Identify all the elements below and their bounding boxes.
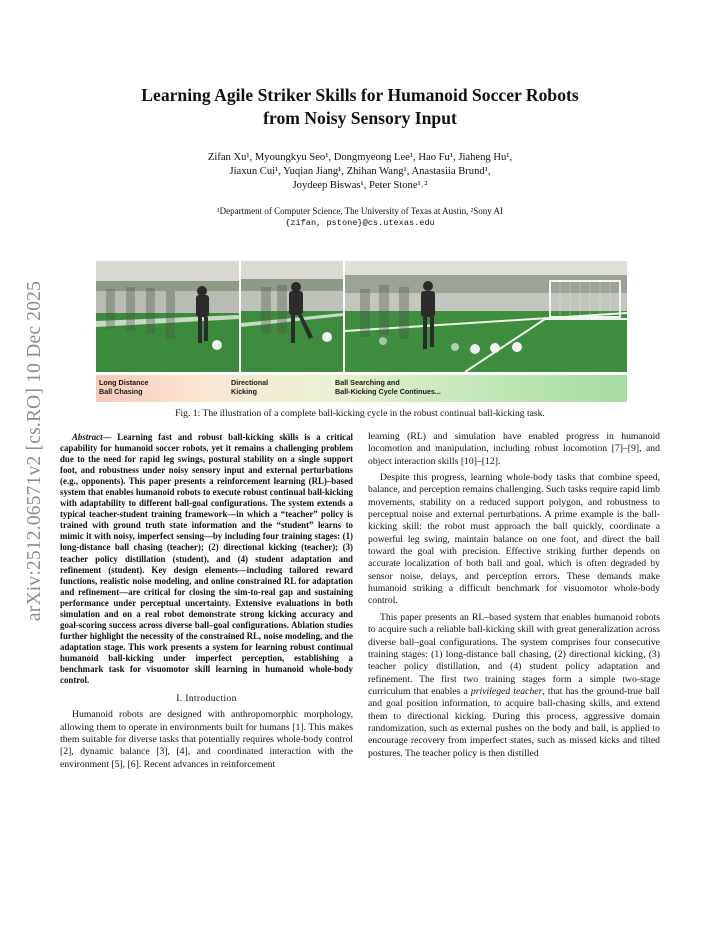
photo-ball-chasing [96, 261, 239, 372]
section-heading-introduction: I. Introduction [176, 693, 237, 705]
right-column [368, 431, 660, 760]
figure-photo-strip [96, 261, 627, 372]
intro-paragraph-1: Humanoid robots are designed with anthropomorphic morphology, allowing them to operate in environments built for humans [1]. This makes them suitable for diverse tasks that potentially requires whole-body control [2], dynamic balance [3], [4], and coordinated interaction with the environment [5], [6]. Recent advances in reinforcement [60, 709, 353, 770]
figure-caption: Fig. 1: The illustration of a complete ball-kicking cycle in the robust continual ball-kicking task. [175, 408, 545, 419]
authors-line-3: Joydeep Biswas¹, Peter Stone¹˒² [292, 180, 428, 191]
abstract-label: Abstract [72, 432, 103, 442]
intro-paragraph-continued: learning (RL) and simulation have enabled progress in humanoid locomotion and manipulation, including robust locomotion [7]–[9], and object interaction skills [10]–[12]. [368, 431, 660, 467]
affiliation: ¹Department of Computer Science, The University of Texas at Austin, ²Sony AI [216, 206, 504, 216]
photo-ball-searching-image [345, 261, 627, 372]
authors-line-2: Jiaxun Cui¹, Yuqian Jiang¹, Zhihan Wang¹, Anastasiia Brund¹, [229, 166, 491, 177]
author-list [60, 151, 660, 193]
affiliation-block [60, 205, 660, 229]
stage-label-directional-kicking: Directional Kicking [231, 378, 269, 396]
title-line-1: Learning Agile Striker Skills for Humanoid Soccer Robots [141, 85, 579, 105]
photo-directional-kicking-image [241, 261, 343, 372]
paper-title [60, 84, 660, 130]
training-stage-bar [96, 375, 627, 402]
photo-ball-searching [345, 261, 627, 372]
intro-paragraph-3: This paper presents an RL–based system that enables humanoid robots to acquire such a reliable ball-kicking skill with great generalization across diverse ball–goal configurations. The system comprises four consecutive training stages: (1) long-distance ball chasing, (2) directional kicking, (3) teacher policy distillation, and (4) student policy adaptation and refinement. The first two training stages form a simple two-stage curriculum that enables a privileged teacher, that has the ground-true ball and goal position information, to acquire ball-chasing skills, and extend them to directional kicking. During this process, aggressive domain randomization, such as external pushes on the body and ball, is applied to encourage recovery from imperfect states, such as missed kicks and tilted postures. The teacher policy is then distilled [368, 611, 660, 759]
arxiv-id-text: arXiv:2512.06571v2 [cs.RO] 10 Dec 2025 [24, 280, 46, 621]
figure-1 [96, 261, 627, 402]
arxiv-identifier [20, 258, 50, 643]
author-email: {zifan, pstone}@cs.utexas.edu [285, 218, 435, 228]
stage-label-ball-chasing: Long Distance Ball Chasing [99, 378, 149, 396]
abstract-paragraph [60, 432, 353, 686]
emphasis-privileged-teacher: privileged teacher [470, 685, 543, 697]
intro-paragraph-2: Despite this progress, learning whole-body tasks that combine speed, balance, and perception remains challenging. Such tasks require rapid limb movements, stability on a reduced support polygon, and robustness to perceptual noise and external perturbations. A prime example is the ball-kicking skill: the robot must approach the ball quickly, coordinate a powerful leg swing, maintain balance on one foot, and direct the ball toward the goal with precision. Effective striking further depends on accurate localization of both ball and goal, which is often degraded by sensor noise, delays, and perception errors. These demands make humanoid striking a difficult benchmark for visuomotor whole-body control. [368, 472, 660, 607]
left-column [60, 432, 353, 771]
stage-label-ball-searching: Ball Searching and Ball-Kicking Cycle Continues... [335, 378, 441, 396]
photo-directional-kicking [241, 261, 343, 372]
authors-line-1: Zifan Xu¹, Myoungkyu Seo¹, Dongmyeong Lee¹, Hao Fu¹, Jiaheng Hu¹, [207, 152, 513, 163]
abstract-text: — Learning fast and robust ball-kicking skills is a critical capability for humanoid soccer robots, yet it remains a challenging problem due to the need for rapid leg swings, postural stability on a single support foot, and robustness under noisy sensory input and external perturbations (e.g., opponents). This paper presents a reinforcement learning (RL)–based system that enables humanoid robots to execute robust continual ball-kicking with adaptability to different ball-goal configurations. The system extends a typical teacher-student training framework—in which a “teacher” policy is trained with ground truth state information and the “student” learns to mimic it with noisy, imperfect sensing—by including four training stages: (1) long-distance ball chasing (teacher); (2) directional kicking (teacher); (3) teacher policy distillation (student), and (4) student adaptation and refinement (student). Key design elements—including tailored reward functions, realistic noise modeling, and online constrained RL for adaptation and refinement—are critical for closing the sim-to-real gap and sustaining performance under perceptual uncertainty. Extensive evaluations in both simulation and on a real robot demonstrate strong kicking accuracy and goal-scoring success across diverse ball–goal configurations. Ablation studies further highlight the necessity of the constrained RL, noise modeling, and the adaptation stage. This work presents a system for learning robust continual humanoid ball-kicking under imperfect perception, establishing a benchmark task for visuomotor skill learning in humanoid whole-body control. [60, 432, 353, 686]
photo-ball-chasing-image [96, 261, 239, 372]
title-line-2: from Noisy Sensory Input [263, 108, 457, 128]
